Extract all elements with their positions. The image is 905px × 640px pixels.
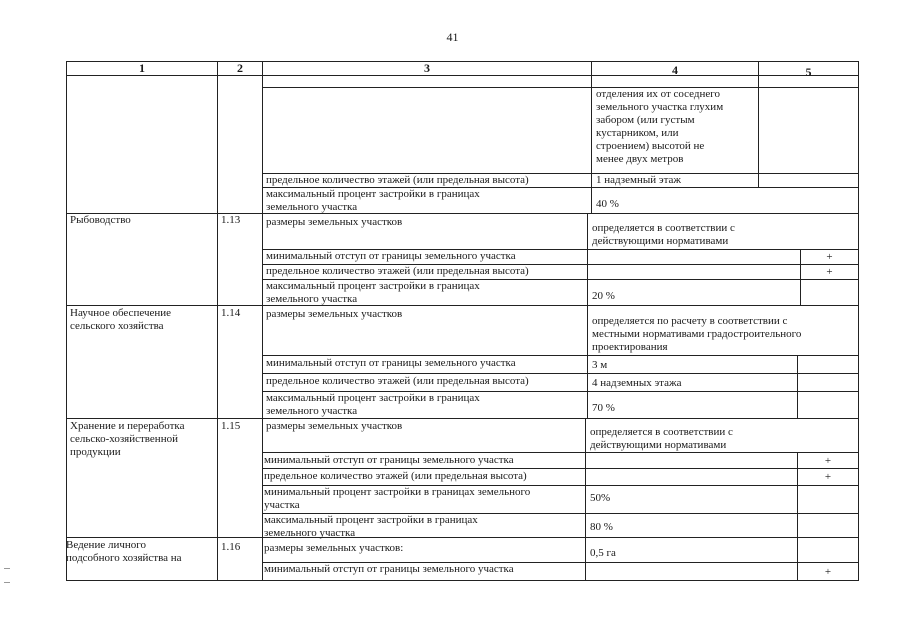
cell-parameter: максимальный процент застройки в границах земельного участка — [264, 514, 478, 539]
cell-parameter: максимальный процент застройки в границах земельного участка — [266, 188, 480, 213]
plus-mark: + — [824, 455, 832, 467]
plus-mark: + — [824, 471, 832, 483]
cell-parameter: размеры земельных участков: — [264, 542, 404, 554]
cell-parameter: минимальный отступ от границы земельного участка — [266, 250, 516, 262]
cell-parameter: предельное количество этажей (или предельная высота) — [264, 470, 527, 482]
cell-parameter: минимальный отступ от границы земельного участка — [264, 563, 514, 575]
cell-value: 3 м — [592, 359, 608, 371]
cell-parameter: минимальный отступ от границы земельного участка — [266, 357, 516, 369]
cell-value: 40 % — [596, 198, 619, 210]
cell-parameter: минимальный процент застройки в границах земельного участка — [264, 486, 531, 511]
activity-code: 1.14 — [221, 307, 241, 319]
page-number: 41 — [446, 30, 459, 44]
cell-parameter: максимальный процент застройки в границах земельного участка — [266, 392, 480, 417]
activity-code: 1.16 — [221, 541, 241, 553]
header-col-4: 4 — [672, 64, 678, 77]
scan-mark — [4, 568, 10, 569]
cell-parameter: размеры земельных участков — [266, 308, 403, 320]
activity-name: Хранение и переработка сельско-хозяйственной продукции — [70, 420, 185, 458]
cell-parameter: минимальный отступ от границы земельного участка — [264, 454, 514, 466]
header-col-2: 2 — [237, 62, 243, 75]
header-col-1: 1 — [139, 62, 145, 75]
activity-name: Рыбоводство — [70, 214, 131, 226]
activity-code: 1.13 — [221, 214, 241, 226]
activity-name: Ведение личного подсобного хозяйства на — [66, 539, 182, 564]
cell-parameter: предельное количество этажей (или предельная высота) — [266, 265, 529, 277]
cell-value: 4 надземных этажа — [592, 377, 682, 389]
plus-mark: + — [826, 266, 833, 278]
header-col-3: 3 — [424, 62, 430, 75]
activity-code: 1.15 — [221, 420, 241, 432]
plus-mark: + — [826, 251, 833, 263]
cell-value: определяется по расчету в соответствии с местными нормативами градостроительного проектирования — [592, 315, 802, 353]
scan-mark — [4, 582, 10, 583]
cell-value: 0,5 га — [590, 547, 616, 559]
cell-value: 1 надземный этаж — [596, 174, 681, 186]
cell-value: 50% — [590, 492, 611, 504]
cell-parameter: предельное количество этажей (или предельная высота) — [266, 375, 529, 387]
cell-value: определяется в соответствии с действующими нормативами — [592, 222, 735, 247]
cell-value: отделения их от соседнего земельного участка глухим забором (или густым кустарником, или строением) высотой не менее двух метров — [596, 88, 724, 165]
cell-parameter: предельное количество этажей (или предельная высота) — [266, 174, 529, 186]
activity-name: Научное обеспечение сельского хозяйства — [70, 307, 172, 332]
cell-parameter: размеры земельных участков — [266, 216, 403, 228]
cell-parameter: размеры земельных участков — [266, 420, 403, 432]
header-col-5: 5 — [805, 66, 812, 79]
cell-value: 20 % — [592, 290, 615, 302]
plus-mark: + — [824, 566, 832, 578]
cell-parameter: максимальный процент застройки в границах земельного участка — [266, 280, 480, 305]
cell-value: 80 % — [590, 521, 613, 533]
cell-value: определяется в соответствии с действующими нормативами — [590, 426, 733, 451]
cell-value: 70 % — [592, 402, 615, 414]
